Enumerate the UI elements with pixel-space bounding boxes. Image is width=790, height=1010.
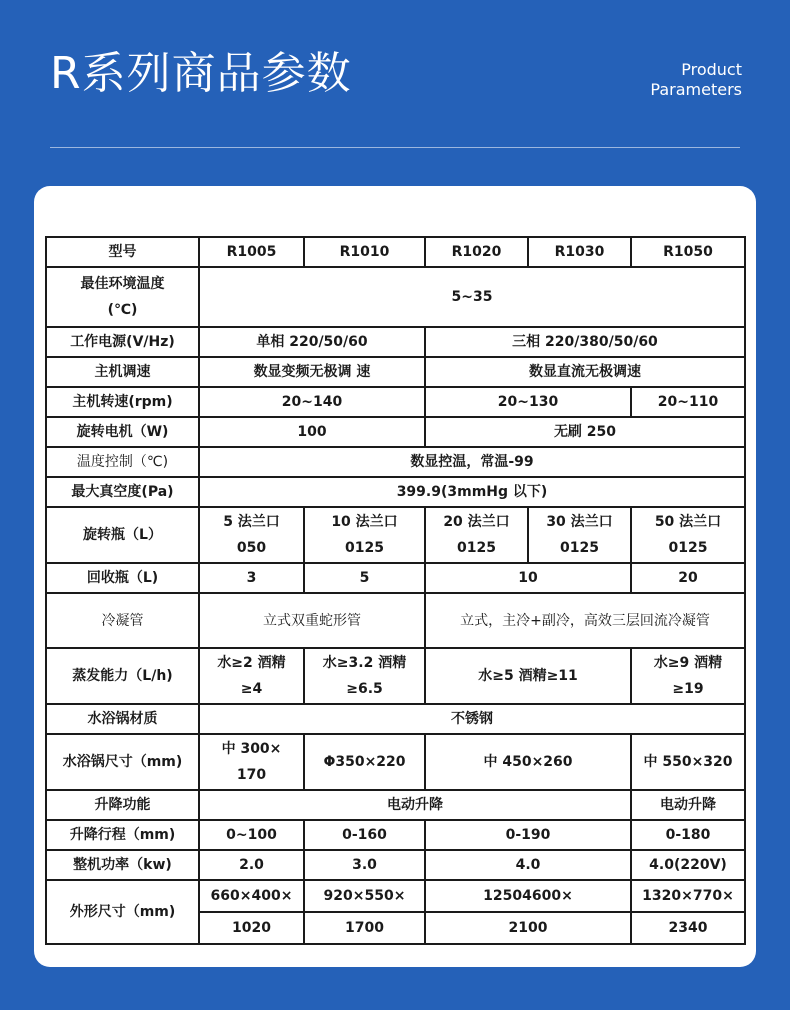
flask-size: 5 法兰口 <box>223 514 280 530</box>
rpm-value: 20~130 <box>425 387 631 417</box>
stroke-value: 0-160 <box>304 820 425 850</box>
flask-cell <box>528 507 631 563</box>
receiving-value: 5 <box>304 563 425 593</box>
page-subtitle <box>650 60 742 100</box>
row-label-evaporation: 蒸发能力（L/h) <box>46 648 199 704</box>
evap-line: 水≥3.2 酒精 <box>322 655 407 671</box>
model-cell: R1020 <box>425 237 528 267</box>
subtitle-line-2: Parameters <box>650 80 742 99</box>
dimensions-top: 660×400× <box>199 880 304 912</box>
label-line: (℃) <box>107 302 138 318</box>
table-row-vacuum <box>46 477 745 507</box>
power-kw-value: 2.0 <box>199 850 304 880</box>
model-cell: R1005 <box>199 237 304 267</box>
spec-table <box>45 236 746 945</box>
evap-line: ≥19 <box>672 681 704 697</box>
bath-size-line: 170 <box>236 767 267 783</box>
flask-size: 30 法兰口 <box>546 514 613 530</box>
flask-size: 20 法兰口 <box>443 514 510 530</box>
row-label-rpm: 主机转速(rpm) <box>46 387 199 417</box>
rpm-value: 20~110 <box>631 387 745 417</box>
label-line: 最佳环境温度 <box>80 276 165 292</box>
flask-cell <box>304 507 425 563</box>
stroke-value: 0~100 <box>199 820 304 850</box>
dimensions-bottom: 2340 <box>631 912 745 944</box>
speed-control-value: 数显直流无极调速 <box>425 357 745 387</box>
table-row-rotary-flask <box>46 507 745 563</box>
flask-flange: 0125 <box>457 540 496 556</box>
evaporation-cell: 水≥5 酒精≥11 <box>425 648 631 704</box>
bath-size-cell: Φ350×220 <box>304 734 425 790</box>
row-label-ambient-temp <box>46 267 199 327</box>
stroke-value: 0-190 <box>425 820 631 850</box>
table-row-temp-control <box>46 447 745 477</box>
dimensions-top: 1320×770× <box>631 880 745 912</box>
dimensions-bottom: 1700 <box>304 912 425 944</box>
condenser-value: 立式双重蛇形管 <box>199 593 425 648</box>
row-label-bath-material: 水浴锅材质 <box>46 704 199 734</box>
page-title: R系列商品参数 <box>50 48 352 99</box>
flask-cell <box>199 507 304 563</box>
receiving-value: 3 <box>199 563 304 593</box>
row-label-lift: 升降功能 <box>46 790 199 820</box>
evap-line: ≥6.5 <box>346 681 383 697</box>
table-row-bath-material <box>46 704 745 734</box>
flask-cell <box>425 507 528 563</box>
row-label-rotary-flask: 旋转瓶（L） <box>46 507 199 563</box>
receiving-value: 10 <box>425 563 631 593</box>
table-row-rpm <box>46 387 745 417</box>
ambient-temp-value: 5~35 <box>199 267 745 327</box>
motor-value: 无刷 250 <box>425 417 745 447</box>
table-row-condenser <box>46 593 745 648</box>
power-kw-value: 4.0 <box>425 850 631 880</box>
evap-line: 水≥2 酒精 <box>217 655 286 671</box>
power-supply-three: 三相 220/380/50/60 <box>425 327 745 357</box>
stroke-value: 0-180 <box>631 820 745 850</box>
table-row-dimensions <box>46 880 745 912</box>
row-label-stroke: 升降行程（mm) <box>46 820 199 850</box>
table-row-evaporation <box>46 648 745 704</box>
model-cell: R1010 <box>304 237 425 267</box>
lift-value: 电动升降 <box>631 790 745 820</box>
receiving-value: 20 <box>631 563 745 593</box>
evaporation-cell <box>304 648 425 704</box>
dimensions-bottom: 1020 <box>199 912 304 944</box>
condenser-value: 立式，主冷+副冷，高效三层回流冷凝管 <box>425 593 745 648</box>
model-cell: R1030 <box>528 237 631 267</box>
evaporation-cell <box>631 648 745 704</box>
flask-flange: 0125 <box>345 540 384 556</box>
temp-control-value: 数显控温，常温-99 <box>199 447 745 477</box>
evap-line: 水≥9 酒精 <box>653 655 723 671</box>
row-label-bath-size: 水浴锅尺寸（mm) <box>46 734 199 790</box>
dimensions-top: 12504600× <box>425 880 631 912</box>
table-row-speed-control <box>46 357 745 387</box>
bath-size-cell: 中 550×320 <box>631 734 745 790</box>
dimensions-bottom: 2100 <box>425 912 631 944</box>
table-row-stroke <box>46 820 745 850</box>
flask-cell <box>631 507 745 563</box>
row-label-motor: 旋转电机（W) <box>46 417 199 447</box>
row-label-receiving-flask: 回收瓶（L) <box>46 563 199 593</box>
header-divider <box>50 147 740 148</box>
table-row-receiving-flask <box>46 563 745 593</box>
row-label-temp-control: 温度控制（℃) <box>46 447 199 477</box>
row-label-vacuum: 最大真空度(Pa) <box>46 477 199 507</box>
power-supply-single: 单相 220/50/60 <box>199 327 425 357</box>
rpm-value: 20~140 <box>199 387 425 417</box>
table-row-model <box>46 237 745 267</box>
row-label-speed-control: 主机调速 <box>46 357 199 387</box>
table-row-power-supply <box>46 327 745 357</box>
bath-size-cell <box>199 734 304 790</box>
subtitle-line-1: Product <box>681 60 742 79</box>
row-label-dimensions: 外形尺寸（mm) <box>46 880 199 944</box>
evaporation-cell <box>199 648 304 704</box>
evap-line: ≥4 <box>240 681 263 697</box>
row-label-model: 型号 <box>46 237 199 267</box>
table-row-motor <box>46 417 745 447</box>
flask-size: 10 法兰口 <box>331 514 398 530</box>
flask-size: 50 法兰口 <box>654 514 722 530</box>
spec-card <box>34 186 756 967</box>
row-label-condenser: 冷凝管 <box>46 593 199 648</box>
table-row-ambient-temp <box>46 267 745 327</box>
power-kw-value: 4.0(220V) <box>631 850 745 880</box>
dimensions-top: 920×550× <box>304 880 425 912</box>
row-label-power-supply: 工作电源(V/Hz) <box>46 327 199 357</box>
power-kw-value: 3.0 <box>304 850 425 880</box>
speed-control-value: 数显变频无极调 速 <box>199 357 425 387</box>
model-cell: R1050 <box>631 237 745 267</box>
table-row-power-kw <box>46 850 745 880</box>
table-row-bath-size <box>46 734 745 790</box>
vacuum-value: 399.9(3mmHg 以下) <box>199 477 745 507</box>
bath-size-line: 中 300× <box>221 741 282 757</box>
flask-flange: 0125 <box>560 540 599 556</box>
motor-value: 100 <box>199 417 425 447</box>
flask-flange: 050 <box>236 540 267 556</box>
row-label-power-kw: 整机功率（kw) <box>46 850 199 880</box>
flask-flange: 0125 <box>668 540 708 556</box>
bath-material-value: 不锈钢 <box>199 704 745 734</box>
table-row-lift <box>46 790 745 820</box>
lift-value: 电动升降 <box>199 790 631 820</box>
bath-size-cell: 中 450×260 <box>425 734 631 790</box>
